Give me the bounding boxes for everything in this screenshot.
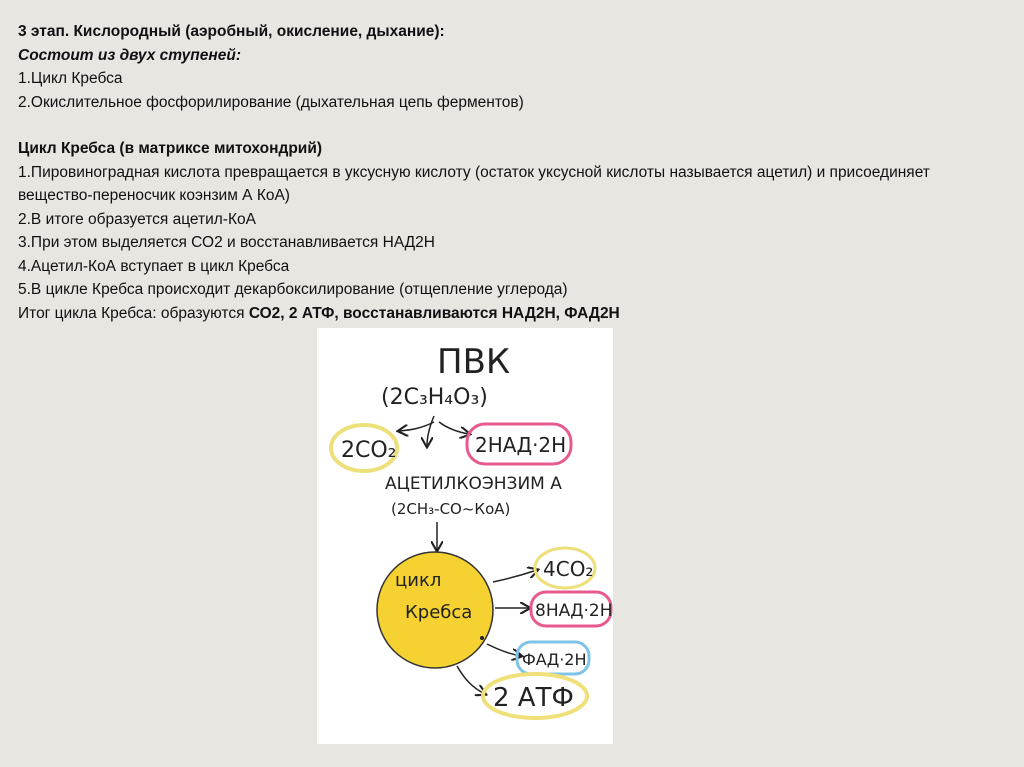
pvk-label: ПВК (437, 342, 511, 382)
step-1: 1.Цикл Кребса (18, 70, 123, 87)
slide-text (18, 20, 1008, 325)
arrow-pvk-down (427, 416, 434, 446)
arrow-pvk-nad (439, 422, 469, 434)
circle-dot (480, 636, 484, 640)
nad-label: 2НАД·2Н (475, 433, 567, 457)
out-co2-label: 4CO₂ (543, 557, 594, 581)
acetyl-formula: (2CH₃-CO~КоА) (391, 500, 511, 518)
stage-subheading: Состоит из двух ступеней: (18, 46, 241, 64)
out-fad-label: ФАД·2Н (522, 650, 587, 669)
krebs-point-5: 5.В цикле Кребса происходит декарбоксилирование (отщепление углерода) (18, 281, 568, 298)
krebs-point-2: 2.В итоге образуется ацетил-КоА (18, 210, 256, 228)
out-atf-label: 2 АТФ (493, 683, 574, 713)
cycle-label-2: Кребса (405, 602, 473, 623)
co2-label: 2CO₂ (341, 438, 397, 463)
cycle-label-1: цикл (395, 570, 442, 591)
acetyl-label: АЦЕТИЛКОЭНЗИМ А (385, 474, 562, 494)
krebs-point-3: 3.При этом выделяется СО2 и восстанавливается НАД2Н (18, 234, 435, 251)
summary-products: СО2, 2 АТФ, восстанавливаются НАД2Н, ФАД2Н (248, 304, 620, 322)
arrow-out-co2 (493, 570, 537, 582)
out-nad-label: 8НАД·2Н (535, 601, 613, 621)
krebs-diagram-svg (317, 328, 613, 744)
summary-prefix: Итог цикла Кребса: образуются (18, 304, 249, 322)
krebs-point-1: 1.Пировиноградная кислота превращается в уксусную кислоту (остаток уксусной кислоты называется ацетил) и присоединяет вещество-переносчик коэнзим А КоА) (18, 163, 930, 204)
krebs-summary (18, 302, 1008, 326)
krebs-diagram (317, 328, 613, 744)
paragraph-spacer (18, 114, 1008, 137)
krebs-point-4: 4.Ацетил-КоА вступает в цикл Кребса (18, 257, 290, 275)
arrow-out-atf (457, 666, 485, 694)
pvk-formula: (2C₃H₄O₃) (381, 385, 488, 410)
stage-heading: 3 этап. Кислородный (аэробный, окисление, дыхание): (18, 23, 445, 40)
krebs-heading: Цикл Кребса (в матриксе митохондрий) (18, 140, 323, 157)
step-2: 2.Окислительное фосфорилирование (дыхательная цепь ферментов) (18, 93, 524, 111)
